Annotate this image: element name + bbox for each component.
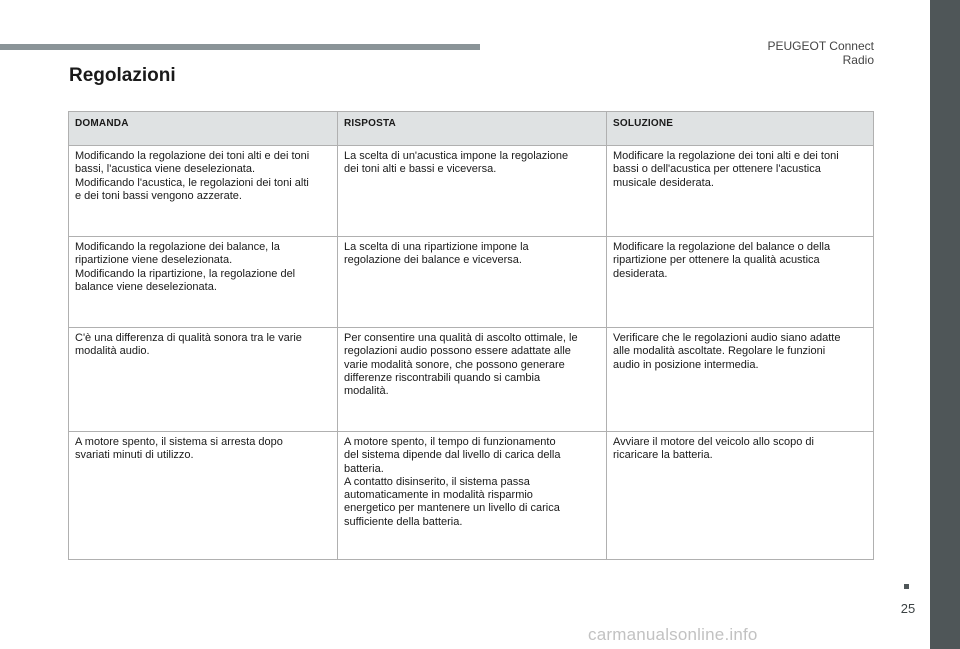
text-line: C'è una differenza di qualità sonora tra le varie xyxy=(75,332,302,344)
cell-domanda xyxy=(69,432,338,560)
text-line: energetico per mantenere un livello di carica xyxy=(344,502,560,515)
table-header-row xyxy=(69,112,874,146)
text-line: sufficiente della batteria. xyxy=(344,515,463,528)
cell-soluzione xyxy=(607,328,874,432)
faq-table xyxy=(68,111,874,560)
text-line: batteria. xyxy=(344,462,384,475)
text-line: regolazioni audio possono essere adattate alle xyxy=(344,345,571,358)
text-line: Modificare la regolazione dei toni alti e dei toni xyxy=(613,150,839,162)
text-line: A motore spento, il tempo di funzionamento xyxy=(344,436,556,448)
cell-domanda xyxy=(69,146,338,237)
continuation-marker xyxy=(904,584,909,589)
text-line: Modificando la regolazione dei toni alti e dei toni xyxy=(75,150,310,162)
text-line: La scelta di una ripartizione impone la xyxy=(344,241,529,253)
text-line: differenze riscontrabili quando si cambia xyxy=(344,371,541,384)
text-line: regolazione dei balance e viceversa. xyxy=(344,254,522,267)
column-header-domanda: DOMANDA xyxy=(69,112,338,146)
text-line: e dei toni bassi vengono azzerate. xyxy=(75,189,242,202)
text-line: modalità. xyxy=(344,385,389,398)
table-row xyxy=(69,146,874,237)
text-line: Per consentire una qualità di ascolto ottimale, le xyxy=(344,332,578,344)
column-header-soluzione: SOLUZIONE xyxy=(607,112,874,146)
text-line: Modificare la regolazione del balance o della xyxy=(613,241,831,253)
watermark: carmanualsonline.info xyxy=(588,625,758,644)
cell-domanda xyxy=(69,328,338,432)
cell-risposta xyxy=(338,146,607,237)
cell-soluzione xyxy=(607,146,874,237)
text-line: Modificando l'acustica, le regolazioni dei toni alti xyxy=(75,176,309,189)
header-rule xyxy=(0,44,480,50)
column-header-risposta: RISPOSTA xyxy=(338,112,607,146)
text-line: automaticamente in modalità risparmio xyxy=(344,489,533,502)
cell-soluzione xyxy=(607,432,874,560)
text-line: alle modalità ascoltate. Regolare le funzioni xyxy=(613,345,826,358)
text-line: A motore spento, il sistema si arresta dopo xyxy=(75,436,283,448)
table-row xyxy=(69,328,874,432)
brand-title: PEUGEOT Connect Radio xyxy=(767,39,874,67)
text-line: modalità audio. xyxy=(75,345,150,358)
cell-risposta xyxy=(338,328,607,432)
table-row xyxy=(69,237,874,328)
side-tab-bar xyxy=(930,0,960,649)
text-line: bassi o dell'acustica per ottenere l'acustica xyxy=(613,163,821,176)
text-line: Modificando la regolazione dei balance, la xyxy=(75,241,280,253)
cell-risposta xyxy=(338,237,607,328)
table-row xyxy=(69,432,874,560)
text-line: Verificare che le regolazioni audio siano adatte xyxy=(613,332,841,344)
text-line: ricaricare la batteria. xyxy=(613,449,713,462)
text-line: audio in posizione intermedia. xyxy=(613,358,759,371)
page-title: Regolazioni xyxy=(69,65,176,86)
text-line: balance viene deselezionata. xyxy=(75,280,217,293)
text-line: ripartizione per ottenere la qualità acustica xyxy=(613,254,820,267)
text-line: desiderata. xyxy=(613,267,668,280)
text-line: svariati minuti di utilizzo. xyxy=(75,449,194,462)
page-number: 25 xyxy=(900,601,916,616)
cell-domanda xyxy=(69,237,338,328)
cell-risposta xyxy=(338,432,607,560)
text-line: varie modalità sonore, che possono generare xyxy=(344,358,565,371)
text-line: del sistema dipende dal livello di carica della xyxy=(344,449,561,462)
text-line: ripartizione viene deselezionata. xyxy=(75,254,233,267)
text-line: A contatto disinserito, il sistema passa xyxy=(344,475,530,488)
text-line: bassi, l'acustica viene deselezionata. xyxy=(75,163,256,176)
text-line: La scelta di un'acustica impone la regolazione xyxy=(344,150,569,162)
cell-soluzione xyxy=(607,237,874,328)
text-line: dei toni alti e bassi e viceversa. xyxy=(344,163,497,176)
text-line: musicale desiderata. xyxy=(613,176,714,189)
text-line: Modificando la ripartizione, la regolazione del xyxy=(75,267,296,280)
text-line: Avviare il motore del veicolo allo scopo di xyxy=(613,436,814,448)
